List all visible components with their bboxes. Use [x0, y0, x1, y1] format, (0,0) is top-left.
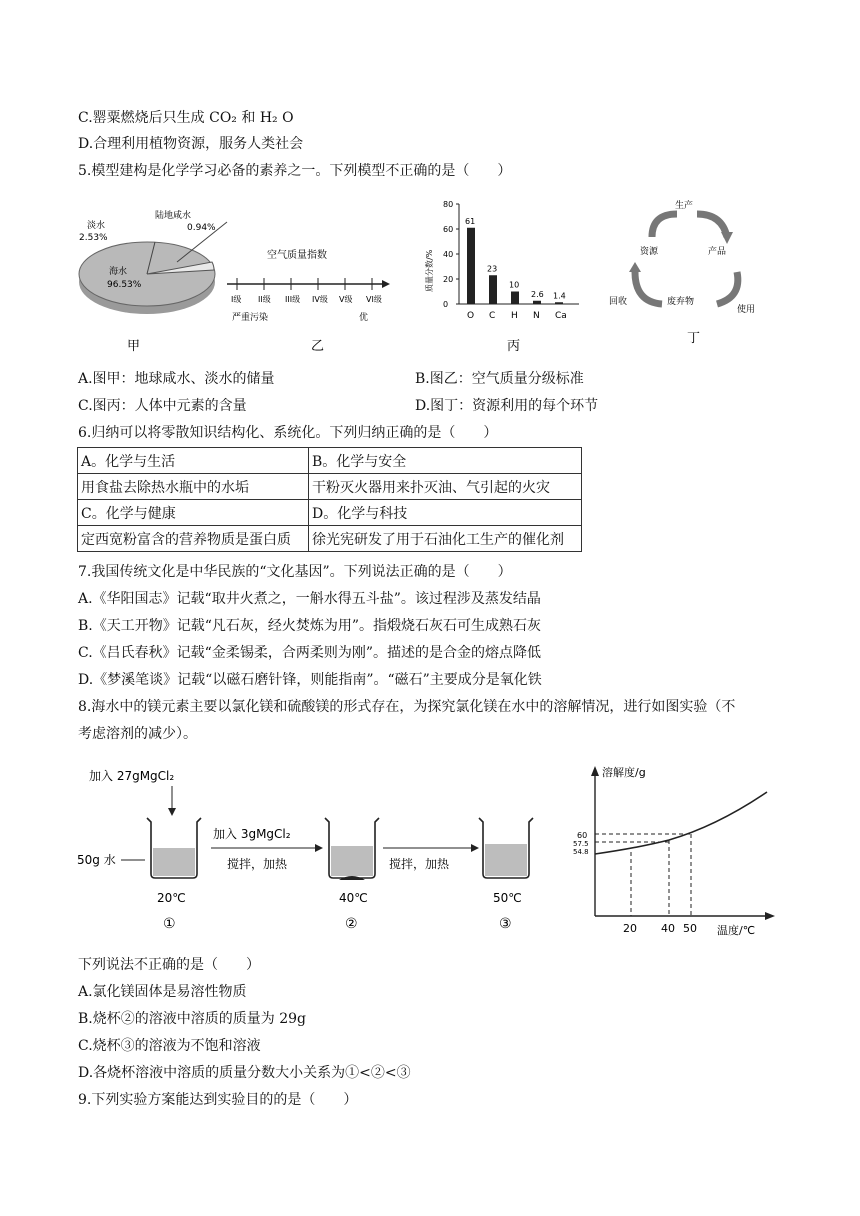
- q7-option-a: A.《华阳国志》记载“取井火煮之，一斛水得五斗盐”。该过程涉及蒸发结晶: [78, 591, 541, 607]
- table-cell: 定西宽粉富含的营养物质是蛋白质: [78, 526, 309, 552]
- curve-xtick-20: 20: [623, 922, 637, 935]
- pie-pct-land: 0.94%: [187, 223, 216, 233]
- bar-data-label: 61: [465, 216, 476, 226]
- bar-category-label: O: [467, 311, 475, 321]
- bar-ytick-label: 40: [443, 250, 454, 259]
- q8-option-b: B.烧杯②的溶液中溶质的质量为 29g: [78, 1011, 306, 1027]
- q6-table: [77, 447, 582, 552]
- scale-right-label: 优: [359, 313, 369, 323]
- bar-C: [489, 275, 497, 304]
- exp-add2: 加入 3gMgCl₂: [213, 827, 291, 841]
- pie-label-land: 陆地咸水: [155, 211, 192, 221]
- bar-category-label: Ca: [555, 311, 567, 321]
- q5-option-d: D.图丁：资源利用的每个环节: [415, 398, 599, 414]
- bar-data-label: 1.4: [553, 291, 566, 301]
- aqi-scale-figure: [227, 248, 390, 354]
- curve-ytick-60: 60: [577, 831, 588, 840]
- q5-option-c: C.图丙：人体中元素的含量: [78, 398, 247, 414]
- bar-O: [467, 228, 475, 304]
- q8-option-c: C.烧杯③的溶液为不饱和溶液: [78, 1038, 261, 1054]
- pie-pct-fresh: 2.53%: [79, 233, 108, 243]
- table-cell: D。化学与科技: [309, 500, 582, 526]
- q5-option-b: B.图乙：空气质量分级标准: [415, 371, 584, 387]
- bar-ytick-label: 0: [443, 300, 449, 309]
- exp-stir1: 搅拌，加热: [227, 857, 288, 871]
- question-9-stem: 9.下列实验方案能达到实验目的的是（ ）: [78, 1092, 358, 1108]
- curve-xtick-50: 50: [683, 922, 697, 935]
- q7-option-d: D.《梦溪笔谈》记载“以磁石磨针锋，则能指南”。“磁石”主要成分是氧化铁: [78, 672, 542, 688]
- table-row: [78, 526, 582, 552]
- exp-t3: 50℃: [493, 891, 522, 905]
- q5-option-a: A.图甲：地球咸水、淡水的储量: [78, 371, 275, 387]
- question-8-stem: 8.海水中的镁元素主要以氯化镁和硫酸镁的形式存在，为探究氯化镁在水中的溶解情况，进行如图实验（不: [78, 699, 736, 715]
- caption-jia: 甲: [127, 339, 141, 354]
- curve-ytick-57: 57.5: [573, 840, 589, 848]
- bar-N: [533, 301, 541, 304]
- cycle-bottom-left: 回收: [609, 297, 628, 307]
- q8-option-d: D.各烧杯溶液中溶质的质量分数大小关系为①<②<③: [78, 1065, 411, 1081]
- option-d-line: D.合理利用植物资源，服务人类社会: [78, 136, 304, 152]
- q8-option-a: A.氯化镁固体是易溶性物质: [78, 984, 247, 1000]
- bar-data-label: 2.6: [531, 289, 544, 299]
- resource-cycle-figure: [609, 199, 755, 346]
- q7-option-b: B.《天工开物》记载“凡石灰，经火焚炼为用”。指煅烧石灰石可生成熟石灰: [78, 618, 542, 634]
- caption-bing: 丙: [507, 339, 521, 354]
- q8-prompt: 下列说法不正确的是（ ）: [78, 957, 260, 973]
- cycle-left: 资源: [640, 247, 659, 257]
- q8-figure: [77, 756, 799, 944]
- scale-title: 空气质量指数: [267, 250, 327, 261]
- bar-Ca: [555, 302, 563, 304]
- bar-category-label: C: [489, 311, 496, 321]
- table-row: [78, 474, 582, 500]
- cycle-bottom-right: 使用: [737, 305, 756, 315]
- bar-category-label: N: [533, 311, 540, 321]
- scale-level-label: V级: [339, 295, 353, 304]
- exp-n2: ②: [345, 916, 358, 932]
- table-cell: C。化学与健康: [78, 500, 309, 526]
- table-cell: A。化学与生活: [78, 448, 309, 474]
- cycle-center: 废弃物: [667, 297, 695, 307]
- pie-pct-sea: 96.53%: [107, 280, 142, 290]
- exp-add1: 加入 27gMgCl₂: [89, 769, 175, 783]
- question-6-stem: 6.归纳可以将零散知识结构化、系统化。下列归纳正确的是（ ）: [78, 425, 498, 441]
- option-c-line: C.罂粟燃烧后只生成 CO₂ 和 H₂ O: [78, 110, 294, 126]
- scale-level-label: I级: [231, 295, 242, 304]
- element-bar-chart: [424, 200, 579, 354]
- curve-xlabel: 温度/℃: [717, 924, 756, 937]
- question-5-stem: 5.模型建构是化学学习必备的素养之一。下列模型不正确的是（ ）: [78, 163, 512, 179]
- bar-data-label: 10: [509, 280, 520, 290]
- bar-H: [511, 292, 519, 305]
- scale-left-label: 严重污染: [232, 313, 269, 323]
- scale-level-label: II级: [258, 295, 271, 304]
- solubility-curve: [573, 765, 775, 937]
- question-7-stem: 7.我国传统文化是中华民族的“文化基因”。下列说法正确的是（ ）: [78, 564, 512, 580]
- q5-figure: [77, 192, 783, 358]
- exp-n1: ①: [163, 916, 176, 932]
- caption-ding: 丁: [687, 331, 701, 346]
- cycle-top: 生产: [675, 201, 694, 211]
- exp-stir2: 搅拌，加热: [389, 857, 450, 871]
- bar-ylabel: 质量分数/%: [425, 249, 434, 292]
- curve-ytick-54: 54.8: [573, 848, 589, 856]
- table-cell: B。化学与安全: [309, 448, 582, 474]
- bar-ytick-label: 80: [443, 200, 454, 209]
- scale-level-label: IV级: [312, 295, 328, 304]
- caption-yi: 乙: [311, 339, 325, 354]
- pie-label-sea: 海水: [109, 267, 128, 277]
- pie-figure: [79, 209, 227, 354]
- table-cell: 徐光宪研发了用于石油化工生产的催化剂: [309, 526, 582, 552]
- q7-option-c: C.《吕氏春秋》记载“金柔锡柔，合两柔则为刚”。描述的是合金的熔点降低: [78, 645, 541, 661]
- exp-t2: 40℃: [339, 891, 368, 905]
- table-row: [78, 448, 582, 474]
- table-row: [78, 500, 582, 526]
- bar-data-label: 23: [487, 264, 498, 274]
- curve-xtick-40: 40: [661, 922, 675, 935]
- bar-ytick-label: 20: [443, 275, 454, 284]
- curve-ylabel: 溶解度/g: [602, 766, 646, 779]
- exp-n3: ③: [499, 916, 512, 932]
- experiment-diagram: [77, 768, 533, 932]
- scale-level-label: III级: [285, 295, 301, 304]
- exp-water: 50g 水: [77, 853, 116, 867]
- pie-label-fresh: 淡水: [87, 221, 106, 231]
- bar-ytick-label: 60: [443, 225, 454, 234]
- exp-t1: 20℃: [157, 891, 186, 905]
- scale-level-label: VI级: [366, 295, 382, 304]
- cycle-right: 产品: [708, 247, 727, 257]
- table-cell: 用食盐去除热水瓶中的水垢: [78, 474, 309, 500]
- table-cell: 干粉灭火器用来扑灭油、气引起的火灾: [309, 474, 582, 500]
- question-8-stem-cont: 考虑溶剂的减少）。: [78, 726, 197, 742]
- bar-category-label: H: [511, 311, 518, 321]
